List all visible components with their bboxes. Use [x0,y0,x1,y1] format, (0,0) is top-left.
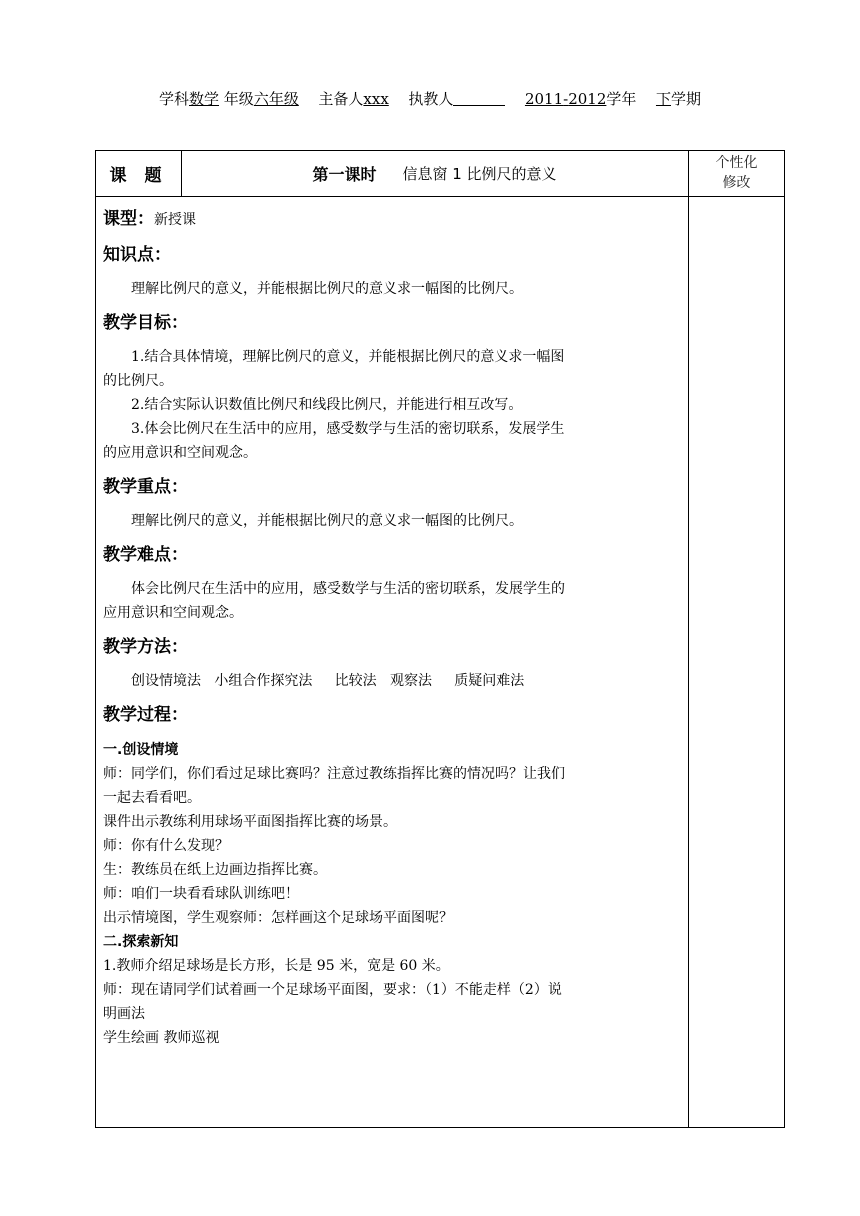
divider [688,151,689,1127]
preparer-label: 主备人 [318,90,364,108]
process-line: 一起去看看吧。 [103,790,201,806]
teacher-label: 执教人 [408,90,454,108]
personal-edit-header [688,151,785,196]
year-start: 2011 [524,90,564,108]
preparer-value: xxx [363,90,389,108]
lesson-table [95,150,785,1128]
process-section-2 [103,930,683,1050]
year-dash: - [563,90,569,108]
key-points-heading: 教学重点： [103,477,188,497]
teacher-blank [453,91,505,106]
lesson-type [103,207,683,232]
edit-label-line2: 修改 [722,175,751,191]
goal-item: 1.结合具体情境，理解比例尺的意义，并能根据比例尺的意义求一幅图 [131,349,565,365]
year-label: 学年 [606,90,637,108]
lesson-type-value: 新授课 [154,212,196,228]
lesson-type-label: 课型： [103,209,154,229]
process-line: 师：现在请同学们试着画一个足球场平面图，要求：（1）不能走样（2）说 [103,982,562,998]
difficulty-text [103,577,683,625]
goal-item-cont: 的比例尺。 [103,373,173,389]
methods-text: 创设情境法 小组合作探究法 比较法 观察法 质疑问难法 [131,673,525,689]
goals-heading: 教学目标： [103,313,188,333]
term-label: 学期 [670,90,701,108]
goal-item-cont: 的应用意识和空间观念。 [103,445,257,461]
goals-list [103,345,683,465]
methods-heading: 教学方法： [103,637,188,657]
document-header [0,88,860,109]
lesson-content [103,197,683,1050]
knowledge-heading: 知识点： [103,245,171,265]
subject-label: 学科 [158,90,189,108]
topic-label: 课 题 [109,166,168,186]
process-heading: 教学过程： [103,705,188,725]
process-line: 出示情境图，学生观察师：怎样画这个足球场平面图呢？ [103,910,453,926]
subject-value: 数学 [189,90,220,108]
process-line: 师：你有什么发现？ [103,838,229,854]
process-line: 1.教师介绍足球场是长方形，长是 95 米，宽是 60 米。 [103,958,450,974]
grade-value: 六年级 [253,90,299,108]
process-line: 师：同学们，你们看过足球比赛吗？注意过教练指挥比赛的情况吗？让我们 [103,766,565,782]
difficulty-line: 体会比例尺在生活中的应用，感受数学与生活的密切联系，发展学生的 [131,581,565,597]
key-points-text: 理解比例尺的意义，并能根据比例尺的意义求一幅图的比例尺。 [131,513,523,529]
process-line: 明画法 [103,1006,145,1022]
lesson-topic: 信息窗 1 比例尺的意义 [402,165,557,183]
process-line: 学生绘画 教师巡视 [103,1030,220,1046]
difficulty-line: 应用意识和空间观念。 [103,605,243,621]
section-title: 一.创设情境 [103,742,179,758]
process-line: 生：教练员在纸上边画边指挥比赛。 [103,862,327,878]
process-line: 师：咱们一块看看球队训练吧！ [103,886,299,902]
term-value: 下 [655,90,671,108]
goal-item: 3.体会比例尺在生活中的应用，感受数学与生活的密切联系，发展学生 [131,421,565,437]
grade-label: 年级 [223,90,254,108]
knowledge-text: 理解比例尺的意义，并能根据比例尺的意义求一幅图的比例尺。 [131,281,523,297]
process-section-1 [103,738,683,930]
difficulty-heading: 教学难点： [103,545,188,565]
lesson-period: 第一课时 [312,165,377,184]
year-end: 2012 [568,90,607,108]
edit-label-line1: 个性化 [715,155,758,171]
process-line: 课件出示教练利用球场平面图指挥比赛的场景。 [103,814,397,830]
section-title: 二.探索新知 [103,934,179,950]
goal-item: 2.结合实际认识数值比例尺和线段比例尺，并能进行相互改写。 [131,397,523,413]
lesson-title [181,151,688,196]
